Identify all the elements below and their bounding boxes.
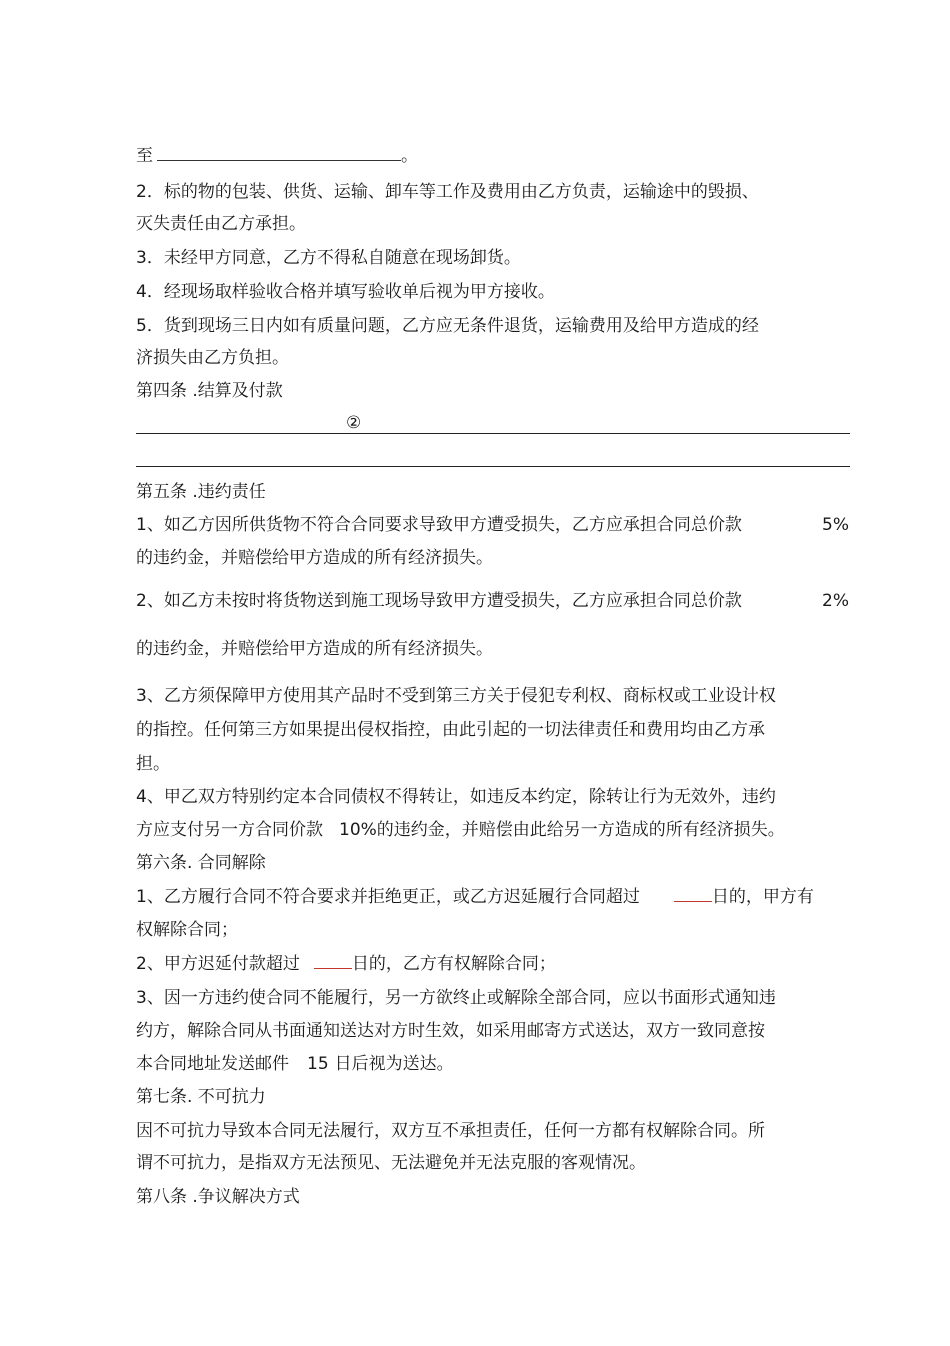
payment-blank-line-1[interactable] (136, 433, 850, 434)
delivery-prefix: 至 (136, 146, 153, 166)
overdue-days-blank[interactable] (674, 885, 712, 902)
article-6-title: 第六条. 合同解除 (136, 853, 266, 873)
clause-6-2-pre: 2、甲方迟延付款超过 (136, 954, 300, 974)
clause-6-3-line2: 约方，解除合同从书面通知送达对方时生效，如采用邮寄方式送达，双方一致同意按 (136, 1021, 765, 1041)
clause-6-3-line3 (136, 1052, 454, 1076)
article-4-title: 第四条 .结算及付款 (136, 381, 283, 401)
clause-5-3-line2: 的指控。任何第三方如果提出侵权指控，由此引起的一切法律责任和费用均由乙方承 (136, 720, 765, 740)
clause-6-3-post: 日后视为送达。 (334, 1054, 454, 1074)
clause-5-3-line3: 担。 (136, 754, 170, 774)
clause-5-4-pct: 10% (339, 820, 377, 840)
clause-6-3-line1: 3、因一方违约使合同不能履行，另一方欲终止或解除全部合同，应以书面形式通知违 (136, 988, 776, 1008)
clause-3-5-line2: 济损失由乙方负担。 (136, 348, 289, 368)
article-7-line1: 因不可抗力导致本合同无法履行，双方互不承担责任，任何一方都有权解除合同。所 (136, 1121, 765, 1141)
clause-6-3-pre: 本合同地址发送邮件 (136, 1054, 289, 1074)
clause-3-5-line1: 5．货到现场三日内如有质量问题，乙方应无条件退货，运输费用及给甲方造成的经 (136, 316, 759, 336)
clause-6-1-line1 (136, 885, 814, 909)
article-7-line2: 谓不可抗力，是指双方无法预见、无法避免并无法克服的客观情况。 (136, 1153, 646, 1173)
clause-5-1-cont: 的违约金，并赔偿给甲方造成的所有经济损失。 (136, 548, 493, 568)
clause-5-1-text: 1、如乙方因所供货物不符合合同要求导致甲方遭受损失，乙方应承担合同总价款 (136, 515, 742, 535)
payment-blank-line-2[interactable] (136, 466, 850, 467)
clause-6-2 (136, 952, 556, 976)
delivery-destination-line (136, 144, 418, 168)
clause-5-4-post: 的违约金，并赔偿由此给另一方造成的所有经济损失。 (376, 820, 785, 840)
clause-5-4-pre: 方应支付另一方合同价款 (136, 820, 323, 840)
clause-5-1-rate: 5% (822, 515, 849, 535)
clause-6-1-post: 日的，甲方有 (711, 887, 814, 907)
article-5-title: 第五条 .违约责任 (136, 482, 266, 502)
clause-6-1-line2: 权解除合同； (136, 920, 238, 940)
clause-3-2-line2: 灭失责任由乙方承担。 (136, 214, 306, 234)
circle-marker: ② (346, 413, 362, 433)
clause-6-1-pre: 1、乙方履行合同不符合要求并拒绝更正，或乙方迟延履行合同超过 (136, 887, 640, 907)
clause-5-2-rate: 2% (822, 591, 849, 611)
payment-delay-days-blank[interactable] (314, 952, 352, 969)
clause-5-2-text: 2、如乙方未按时将货物送到施工现场导致甲方遭受损失，乙方应承担合同总价款 (136, 591, 742, 611)
clause-3-2-line1: 2．标的物的包装、供货、运输、卸车等工作及费用由乙方负责，运输途中的毁损、 (136, 182, 759, 202)
clause-5-3-line1: 3、乙方须保障甲方使用其产品时不受到第三方关于侵犯专利权、商标权或工业设计权 (136, 686, 776, 706)
clause-5-4-line2 (136, 818, 785, 842)
delivery-suffix: 。 (401, 146, 418, 166)
clause-6-3-days: 15 (307, 1054, 329, 1074)
article-8-title: 第八条 .争议解决方式 (136, 1187, 300, 1207)
clause-3-3: 3．未经甲方同意，乙方不得私自随意在现场卸货。 (136, 248, 521, 268)
destination-blank[interactable] (157, 144, 401, 161)
clause-6-2-post: 日的，乙方有权解除合同； (351, 954, 556, 974)
clause-3-4: 4．经现场取样验收合格并填写验收单后视为甲方接收。 (136, 282, 555, 302)
article-7-title: 第七条. 不可抗力 (136, 1087, 266, 1107)
clause-5-2-cont: 的违约金，并赔偿给甲方造成的所有经济损失。 (136, 639, 493, 659)
clause-5-4-line1: 4、甲乙双方特别约定本合同债权不得转让，如违反本约定，除转让行为无效外，违约 (136, 787, 776, 807)
